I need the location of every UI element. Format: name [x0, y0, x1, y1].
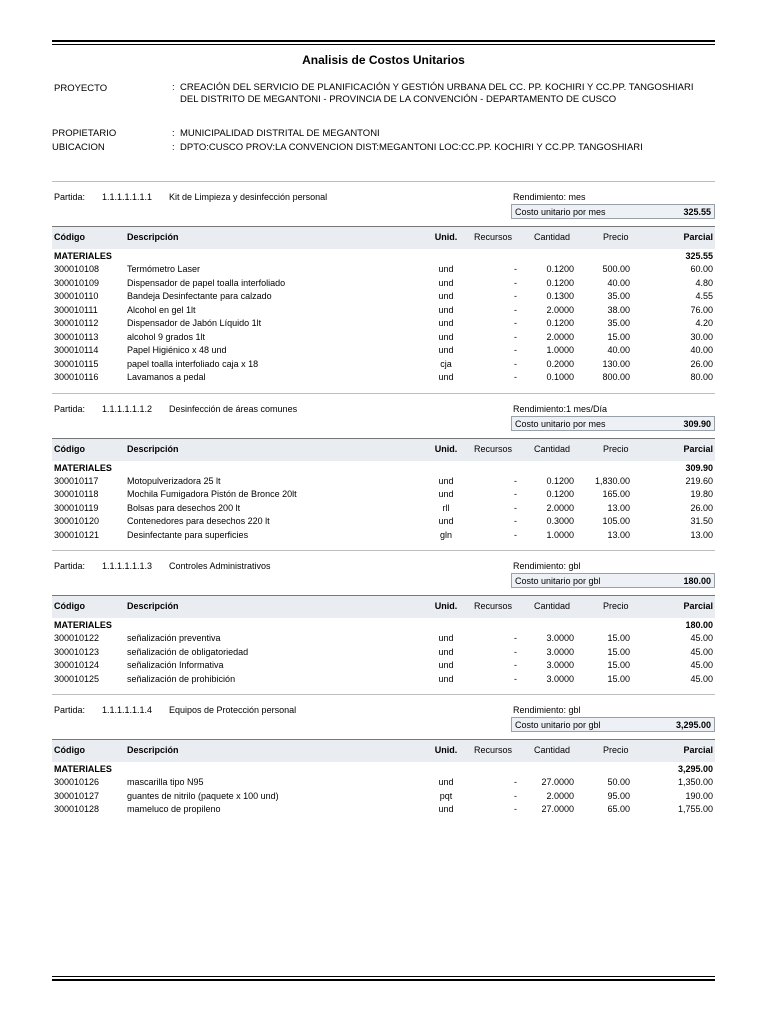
cell-parcial: 76.00: [690, 304, 713, 315]
cell-parcial: 45.00: [690, 633, 713, 643]
group-total: 180.00: [685, 620, 713, 630]
cell-precio: 40.00: [607, 345, 630, 355]
ubicacion-value: DPTO:CUSCO PROV:LA CONVENCION DIST:MEGANTONI LOC:CC.PP. KOCHIRI Y CC.PP. TANGOSHIARI: [180, 142, 643, 153]
header-descripcion: Descripción: [127, 443, 179, 454]
cell-descripcion: señalización de obligatoriedad: [127, 646, 249, 657]
cell-descripcion: Motopulverizadora 25 lt: [127, 475, 221, 486]
header-cantidad: Cantidad: [534, 443, 571, 454]
cell-recursos: -: [514, 291, 517, 301]
cell-descripcion: Dispensador de papel toalla interfoliado: [127, 277, 286, 288]
header-cantidad: Cantidad: [534, 745, 571, 755]
cell-unid: und: [438, 372, 454, 382]
cell-precio: 40.00: [607, 277, 630, 288]
cell-recursos: -: [514, 660, 517, 670]
costo-unitario-box: [511, 204, 715, 219]
partida-name: Kit de Limpieza y desinfección personal: [169, 192, 328, 202]
partida-code: 1.1.1.1.1.1.2: [102, 403, 153, 414]
partida-name: Equipos de Protección personal: [169, 705, 297, 715]
cell-descripcion: Alcohol en gel 1lt: [127, 304, 196, 315]
partida-label: Partida:: [54, 403, 86, 414]
cell-descripcion: señalización preventiva: [127, 633, 221, 643]
cell-codigo: 300010128: [54, 804, 100, 814]
table-header: [52, 438, 715, 461]
cell-cantidad: 0.1200: [546, 318, 574, 328]
cell-precio: 95.00: [607, 790, 630, 801]
cell-codigo: 300010121: [54, 529, 100, 540]
cell-precio: 15.00: [607, 646, 630, 657]
costo-unitario-row: [52, 573, 715, 595]
cell-unid: und: [438, 277, 454, 288]
cell-codigo: 300010110: [54, 291, 99, 301]
cell-descripcion: mascarilla tipo N95: [127, 777, 204, 787]
cell-parcial: 19.80: [690, 489, 713, 499]
cell-parcial: 1,755.00: [677, 804, 713, 814]
cell-unid: und: [438, 318, 454, 328]
cell-cantidad: 2.0000: [546, 331, 574, 342]
cell-unid: und: [438, 673, 454, 684]
cell-codigo: 300010120: [54, 516, 100, 526]
cell-cantidad: 2.0000: [546, 304, 574, 315]
partida-rendimiento: Rendimiento: gbl: [513, 705, 581, 715]
cell-cantidad: 27.0000: [541, 804, 574, 814]
cell-recursos: -: [514, 318, 517, 328]
group-label: MATERIALES: [54, 764, 112, 774]
costo-unitario-value: 3,295.00: [675, 720, 711, 730]
partida-name: Controles Administrativos: [169, 561, 271, 571]
cell-descripcion: Papel Higiénico x 48 und: [127, 345, 227, 355]
header-unid: Unid.: [434, 601, 458, 611]
cell-recursos: -: [514, 358, 517, 369]
partida-header: [52, 551, 715, 573]
header-codigo: Código: [54, 443, 85, 454]
cell-recursos: -: [514, 502, 517, 513]
cell-unid: cja: [440, 358, 452, 369]
cell-descripcion: Contenedores para desechos 220 lt: [127, 516, 270, 526]
header-cantidad: Cantidad: [534, 232, 571, 242]
group-row: [52, 249, 715, 263]
header-precio: Precio: [603, 745, 629, 755]
header-precio: Precio: [603, 601, 629, 611]
cell-cantidad: 2.0000: [546, 790, 574, 801]
table-row: [52, 515, 715, 529]
cell-descripcion: alcohol 9 grados 1lt: [127, 331, 206, 342]
cell-codigo: 300010108: [54, 264, 100, 274]
header-unid: Unid.: [434, 745, 458, 755]
partida-label: Partida:: [54, 192, 86, 202]
cell-descripcion: papel toalla interfoliado caja x 18: [127, 358, 259, 369]
partida-label: Partida:: [54, 705, 86, 715]
table-row: [52, 371, 715, 385]
cell-descripcion: Termómetro Laser: [127, 264, 201, 274]
partida-section: [52, 393, 715, 543]
partida-rendimiento: Rendimiento:1 mes/Día: [513, 403, 608, 414]
cell-recursos: -: [514, 646, 517, 657]
group-row: [52, 762, 715, 776]
cell-precio: 38.00: [607, 304, 630, 315]
cell-recursos: -: [514, 633, 517, 643]
group-label: MATERIALES: [54, 620, 112, 630]
partida-code: 1.1.1.1.1.1.4: [102, 705, 153, 715]
table-row: [52, 673, 715, 687]
table-row: [52, 790, 715, 804]
cell-unid: und: [438, 633, 454, 643]
header-parcial: Parcial: [683, 745, 713, 755]
cell-parcial: 80.00: [690, 372, 713, 382]
header-codigo: Código: [54, 601, 85, 611]
cell-descripcion: Bolsas para desechos 200 lt: [127, 502, 241, 513]
cell-codigo: 300010109: [54, 277, 100, 288]
cell-cantidad: 3.0000: [546, 646, 574, 657]
cell-parcial: 60.00: [690, 264, 713, 274]
cell-codigo: 300010117: [54, 475, 99, 486]
propietario-colon: :: [172, 128, 175, 139]
cell-unid: und: [438, 345, 454, 355]
header-parcial: Parcial: [683, 443, 713, 454]
table-row: [52, 488, 715, 502]
cell-parcial: 31.50: [690, 516, 713, 526]
cell-recursos: -: [514, 790, 517, 801]
cell-recursos: -: [514, 529, 517, 540]
table-row: [52, 776, 715, 790]
costo-unitario-label: Costo unitario por gbl: [515, 720, 601, 730]
table-header: [52, 226, 715, 249]
cell-precio: 13.00: [607, 502, 630, 513]
table-row: [52, 475, 715, 489]
cell-codigo: 300010114: [54, 345, 99, 355]
header-parcial: Parcial: [683, 601, 713, 611]
header-precio: Precio: [603, 232, 629, 242]
costo-unitario-box: [511, 717, 715, 732]
header-descripcion: Descripción: [127, 232, 179, 242]
header-descripcion: Descripción: [127, 601, 179, 611]
cell-codigo: 300010124: [54, 660, 100, 670]
group-row: [52, 618, 715, 632]
cell-cantidad: 3.0000: [546, 673, 574, 684]
cell-cantidad: 1.0000: [546, 529, 574, 540]
header-recursos: Recursos: [474, 601, 513, 611]
cell-unid: und: [438, 660, 454, 670]
cell-unid: und: [438, 777, 454, 787]
header-cantidad: Cantidad: [534, 601, 571, 611]
table-row: [52, 803, 715, 817]
partidas-list: [52, 181, 715, 825]
table-body: [52, 475, 715, 543]
cell-cantidad: 0.2000: [546, 358, 574, 369]
ubicacion-colon: :: [172, 142, 175, 153]
group-total: 3,295.00: [677, 764, 713, 774]
cell-cantidad: 3.0000: [546, 660, 574, 670]
cell-recursos: -: [514, 489, 517, 499]
header-codigo: Código: [54, 232, 85, 242]
costo-unitario-row: [52, 416, 715, 438]
cell-parcial: 26.00: [690, 358, 713, 369]
partida-section: [52, 181, 715, 385]
cell-cantidad: 0.1200: [546, 489, 574, 499]
group-label: MATERIALES: [54, 462, 112, 473]
section-spacer: [52, 686, 715, 694]
cell-parcial: 13.00: [690, 529, 713, 540]
cell-unid: und: [438, 291, 454, 301]
cell-cantidad: 27.0000: [541, 777, 574, 787]
cell-precio: 15.00: [607, 633, 630, 643]
cell-descripcion: Mochila Fumigadora Pistón de Bronce 20lt: [127, 489, 297, 499]
costo-unitario-value: 325.55: [683, 207, 711, 217]
cell-precio: 105.00: [602, 516, 630, 526]
table-row: [52, 358, 715, 372]
table-header: [52, 595, 715, 618]
cell-codigo: 300010113: [54, 331, 99, 342]
costo-unitario-row: [52, 717, 715, 739]
header-recursos: Recursos: [474, 745, 513, 755]
cell-cantidad: 0.3000: [546, 516, 574, 526]
cell-recursos: -: [514, 804, 517, 814]
table-row: [52, 502, 715, 516]
table-body: [52, 776, 715, 817]
cell-precio: 35.00: [607, 318, 630, 328]
cell-parcial: 30.00: [690, 331, 713, 342]
table-row: [52, 331, 715, 345]
costo-unitario-label: Costo unitario por mes: [515, 418, 606, 429]
cell-parcial: 45.00: [690, 646, 713, 657]
cell-cantidad: 0.1200: [546, 475, 574, 486]
table-row: [52, 317, 715, 331]
cell-parcial: 4.80: [695, 277, 713, 288]
header-descripcion: Descripción: [127, 745, 179, 755]
cell-unid: und: [438, 804, 454, 814]
cell-cantidad: 0.1000: [546, 372, 574, 382]
cell-recursos: -: [514, 277, 517, 288]
cell-parcial: 4.20: [695, 318, 713, 328]
table-row: [52, 263, 715, 277]
costo-unitario-value: 180.00: [683, 576, 711, 586]
proyecto-label: PROYECTO: [54, 83, 108, 94]
cell-precio: 15.00: [607, 673, 630, 684]
header-unid: Unid.: [434, 443, 458, 454]
cell-precio: 500.00: [602, 264, 630, 274]
group-total: 325.55: [685, 251, 713, 261]
cell-recursos: -: [514, 777, 517, 787]
page-title: Analisis de Costos Unitarios: [302, 53, 465, 67]
cell-cantidad: 3.0000: [546, 633, 574, 643]
cell-precio: 35.00: [607, 291, 630, 301]
cell-cantidad: 0.1200: [546, 264, 574, 274]
cell-parcial: 40.00: [690, 345, 713, 355]
cell-descripcion: señalización de prohibición: [127, 673, 236, 684]
cell-precio: 50.00: [607, 777, 630, 787]
cell-recursos: -: [514, 673, 517, 684]
proyecto-value: CREACIÓN DEL SERVICIO DE PLANIFICACIÓN Y GESTIÓN URBANA DEL CC. PP. KOCHIRI Y CC.PP. TANGOSHIARI DEL DISTRITO DE MEGANTONI - PROVINCIA DE LA CONVENCIÓN - DEPARTAMENTO DE CUSCO: [180, 82, 694, 105]
cell-unid: gln: [439, 529, 452, 540]
costo-unitario-label: Costo unitario por mes: [515, 207, 606, 217]
report-page: [52, 40, 715, 825]
cell-precio: 13.00: [607, 529, 630, 540]
group-total: 309.90: [685, 462, 713, 473]
cell-descripcion: Desinfectante para superficies: [127, 529, 249, 540]
costo-unitario-box: [511, 416, 715, 431]
cell-recursos: -: [514, 516, 517, 526]
propietario-label: PROPIETARIO: [52, 128, 117, 139]
cell-recursos: -: [514, 345, 517, 355]
table-row: [52, 344, 715, 358]
cell-unid: rll: [442, 502, 450, 513]
costo-unitario-value: 309.90: [683, 418, 711, 429]
cell-parcial: 219.60: [685, 475, 713, 486]
cell-parcial: 4.55: [695, 291, 713, 301]
header-codigo: Código: [54, 745, 85, 755]
costo-unitario-label: Costo unitario por gbl: [515, 576, 601, 586]
cell-codigo: 300010118: [54, 489, 99, 499]
bottom-rule: [52, 976, 715, 981]
cell-codigo: 300010125: [54, 673, 100, 684]
propietario-value: MUNICIPALIDAD DISTRITAL DE MEGANTONI: [180, 128, 380, 139]
partida-name: Desinfección de áreas comunes: [169, 403, 298, 414]
cell-parcial: 45.00: [690, 673, 713, 684]
cell-precio: 1,830.00: [594, 475, 630, 486]
cell-recursos: -: [514, 372, 517, 382]
cell-codigo: 300010123: [54, 646, 100, 657]
partida-header: [52, 695, 715, 717]
cell-precio: 130.00: [602, 358, 630, 369]
section-spacer: [52, 385, 715, 393]
cell-precio: 165.00: [602, 489, 630, 499]
cell-recursos: -: [514, 331, 517, 342]
header-recursos: Recursos: [474, 232, 513, 242]
cell-recursos: -: [514, 264, 517, 274]
table-body: [52, 632, 715, 686]
cell-unid: und: [438, 475, 454, 486]
group-label: MATERIALES: [54, 251, 112, 261]
cell-precio: 800.00: [602, 372, 630, 382]
table-row: [52, 304, 715, 318]
cell-parcial: 26.00: [690, 502, 713, 513]
table-row: [52, 646, 715, 660]
cell-codigo: 300010111: [54, 304, 98, 315]
cell-recursos: -: [514, 304, 517, 315]
partida-code: 1.1.1.1.1.1.1: [102, 192, 153, 202]
cell-descripcion: Dispensador de Jabón Líquido 1lt: [127, 318, 262, 328]
cell-cantidad: 0.1300: [546, 291, 574, 301]
header-recursos: Recursos: [474, 443, 513, 454]
partida-section: [52, 550, 715, 686]
partida-header: [52, 182, 715, 204]
section-spacer: [52, 817, 715, 825]
table-header: [52, 739, 715, 762]
partida-label: Partida:: [54, 561, 86, 571]
cell-unid: und: [438, 331, 454, 342]
cell-codigo: 300010115: [54, 358, 99, 369]
ubicacion-label: UBICACION: [52, 142, 105, 153]
group-row: [52, 461, 715, 475]
cell-precio: 15.00: [607, 331, 630, 342]
top-rule: [52, 40, 715, 45]
cell-unid: und: [438, 304, 454, 315]
cell-codigo: 300010116: [54, 372, 99, 382]
cell-precio: 65.00: [607, 804, 630, 814]
cell-unid: und: [438, 489, 454, 499]
cell-codigo: 300010112: [54, 318, 99, 328]
cell-parcial: 190.00: [685, 790, 713, 801]
cell-recursos: -: [514, 475, 517, 486]
cell-parcial: 1,350.00: [677, 777, 713, 787]
partida-rendimiento: Rendimiento: gbl: [513, 561, 581, 571]
table-row: [52, 290, 715, 304]
table-row: [52, 632, 715, 646]
partida-code: 1.1.1.1.1.1.3: [102, 561, 153, 571]
cell-descripcion: señalización Informativa: [127, 660, 224, 670]
cell-unid: und: [438, 646, 454, 657]
cell-unid: und: [438, 516, 454, 526]
section-spacer: [52, 542, 715, 550]
cell-cantidad: 2.0000: [546, 502, 574, 513]
table-body: [52, 263, 715, 385]
proyecto-colon: :: [172, 82, 175, 93]
cell-descripcion: Bandeja Desinfectante para calzado: [127, 291, 272, 301]
cell-codigo: 300010122: [54, 633, 100, 643]
costo-unitario-box: [511, 573, 715, 588]
table-row: [52, 529, 715, 543]
partida-rendimiento: Rendimiento: mes: [513, 192, 586, 202]
cell-cantidad: 1.0000: [546, 345, 574, 355]
cell-descripcion: guantes de nitrilo (paquete x 100 und): [127, 790, 279, 801]
partida-section: [52, 694, 715, 817]
cell-descripcion: Lavamanos a pedal: [127, 372, 206, 382]
cell-codigo: 300010126: [54, 777, 100, 787]
cell-codigo: 300010119: [54, 502, 99, 513]
partida-header: [52, 394, 715, 416]
table-row: [52, 277, 715, 291]
costo-unitario-row: [52, 204, 715, 226]
cell-parcial: 45.00: [690, 660, 713, 670]
cell-descripcion: mameluco de propileno: [127, 804, 221, 814]
cell-cantidad: 0.1200: [546, 277, 574, 288]
cell-codigo: 300010127: [54, 790, 100, 801]
project-info: [52, 69, 715, 181]
cell-precio: 15.00: [607, 660, 630, 670]
header-precio: Precio: [603, 443, 629, 454]
header-unid: Unid.: [434, 232, 458, 242]
cell-unid: pqt: [439, 790, 453, 801]
cell-unid: und: [438, 264, 454, 274]
table-row: [52, 659, 715, 673]
header-parcial: Parcial: [683, 232, 713, 242]
